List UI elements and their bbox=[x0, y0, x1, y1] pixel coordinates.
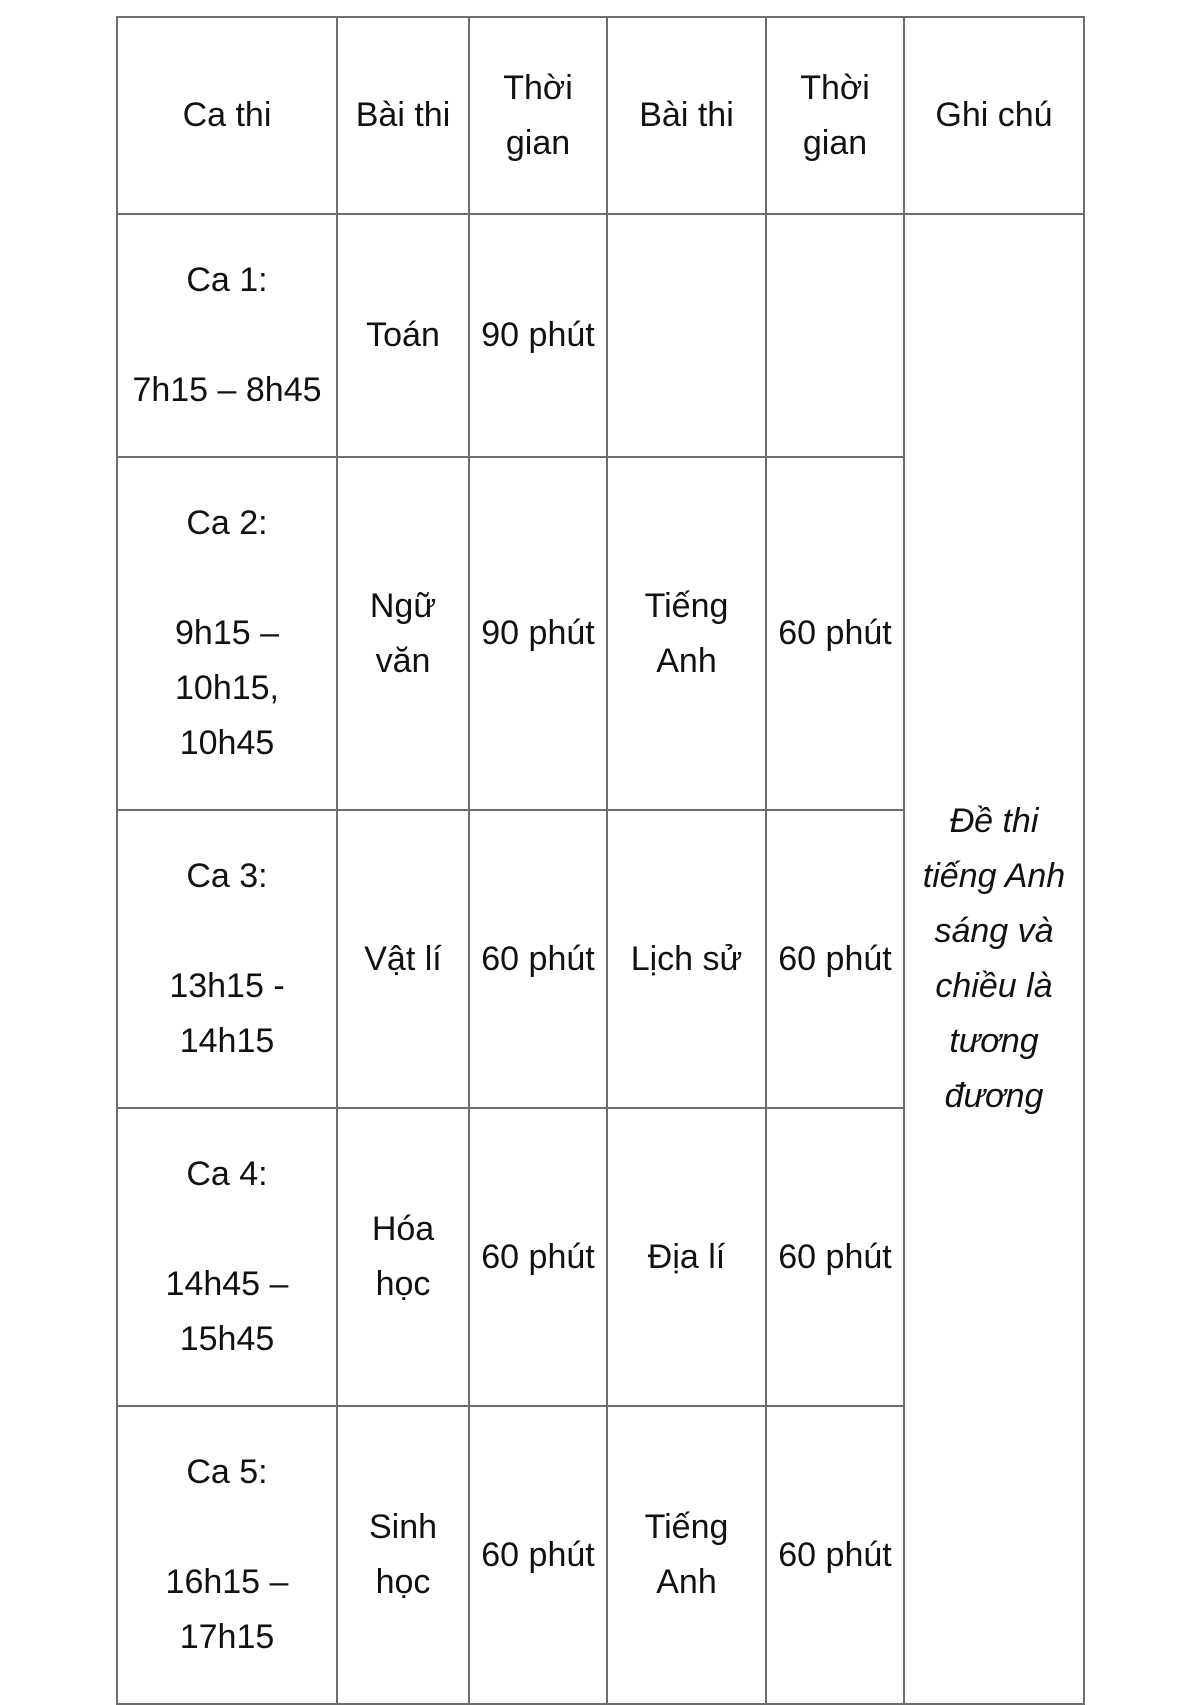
time-2-cell: 60 phút bbox=[766, 457, 904, 810]
subject-2-cell: Địa lí bbox=[607, 1108, 766, 1406]
session-cell: Ca 3: 13h15 - 14h15 bbox=[117, 810, 337, 1108]
subject-1-cell: Hóa học bbox=[337, 1108, 469, 1406]
session-cell: Ca 2: 9h15 – 10h15, 10h45 bbox=[117, 457, 337, 810]
subject-1-cell: Sinh học bbox=[337, 1406, 469, 1704]
subject-2-cell bbox=[607, 214, 766, 457]
time-2-cell: 60 phút bbox=[766, 810, 904, 1108]
time-1-cell: 60 phút bbox=[469, 1406, 607, 1704]
header-ghi-chu: Ghi chú bbox=[904, 17, 1084, 214]
time-1-cell: 60 phút bbox=[469, 810, 607, 1108]
time-1-cell: 60 phút bbox=[469, 1108, 607, 1406]
session-cell: Ca 5: 16h15 – 17h15 bbox=[117, 1406, 337, 1704]
session-cell: Ca 1: 7h15 – 8h45 bbox=[117, 214, 337, 457]
header-bai-thi-2: Bài thi bbox=[607, 17, 766, 214]
time-1-cell: 90 phút bbox=[469, 457, 607, 810]
note-cell: Đề thi tiếng Anh sáng và chiều là tương đương bbox=[904, 214, 1084, 1704]
table-header-row bbox=[117, 17, 1084, 214]
time-1-cell: 90 phút bbox=[469, 214, 607, 457]
session-cell: Ca 4: 14h45 – 15h45 bbox=[117, 1108, 337, 1406]
header-thoi-gian-2: Thời gian bbox=[766, 17, 904, 214]
exam-schedule-table bbox=[116, 16, 1085, 1705]
time-2-cell: 60 phút bbox=[766, 1406, 904, 1704]
table-row bbox=[117, 214, 1084, 457]
header-bai-thi-1: Bài thi bbox=[337, 17, 469, 214]
header-ca-thi: Ca thi bbox=[117, 17, 337, 214]
subject-2-cell: Tiếng Anh bbox=[607, 1406, 766, 1704]
subject-2-cell: Lịch sử bbox=[607, 810, 766, 1108]
header-thoi-gian-1: Thời gian bbox=[469, 17, 607, 214]
subject-1-cell: Ngữ văn bbox=[337, 457, 469, 810]
time-2-cell: 60 phút bbox=[766, 1108, 904, 1406]
subject-1-cell: Toán bbox=[337, 214, 469, 457]
subject-1-cell: Vật lí bbox=[337, 810, 469, 1108]
subject-2-cell: Tiếng Anh bbox=[607, 457, 766, 810]
time-2-cell bbox=[766, 214, 904, 457]
